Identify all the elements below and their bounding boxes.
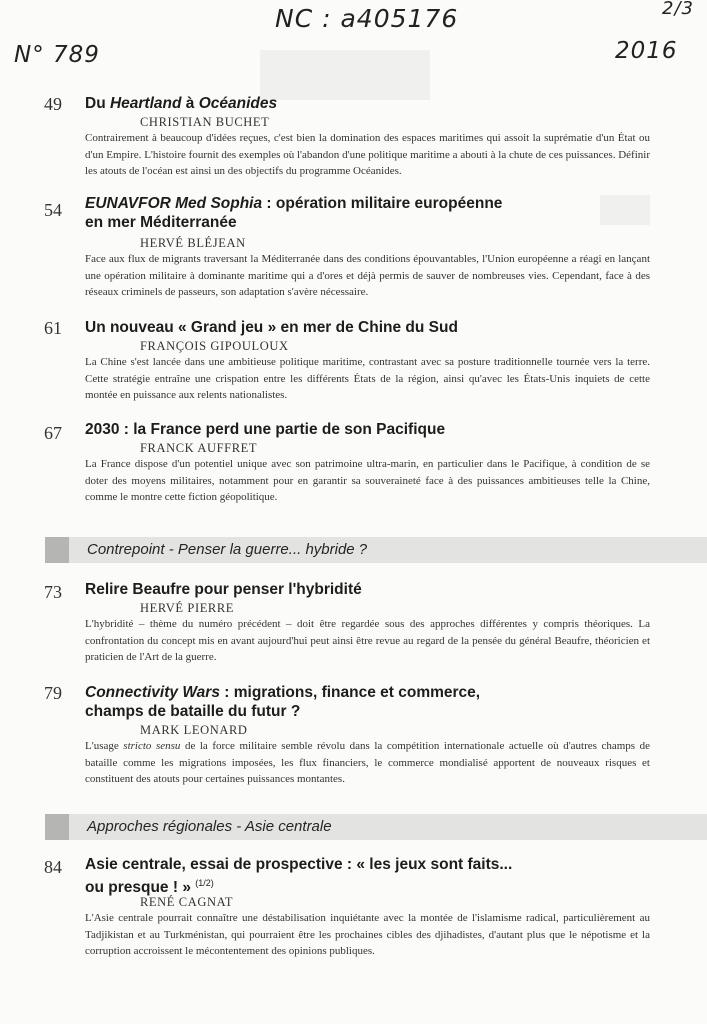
article-author: MARK LEONARD	[140, 723, 248, 737]
article-title: Relire Beaufre pour penser l'hybridité	[85, 581, 362, 598]
article-author: HERVÉ PIERRE	[140, 601, 235, 615]
article-title: Connectivity Wars : migrations, finance et commerce, champs de bataille du futur ?	[85, 684, 481, 720]
article-title: EUNAVFOR Med Sophia : opération militaire européenne en mer Méditerranée	[85, 195, 503, 231]
section-title: Approches régionales - Asie centrale	[87, 818, 332, 835]
page-number: 49	[44, 94, 62, 114]
article-author: FRANCK AUFFRET	[140, 441, 258, 455]
article-author: CHRISTIAN BUCHET	[140, 115, 270, 129]
section-header	[45, 537, 707, 563]
article-abstract: L'usage stricto sensu de la force militaire semble révolu dans la compétition internationale actuelle où d'autres champs de bataille comme les migrations imposées, les flux financiers, le commerce mondialisé apportent de nouveaux risques et constituent des atouts pour certaines puissances montantes.	[85, 740, 651, 786]
page-number: 61	[44, 318, 62, 338]
section-marker	[45, 537, 69, 563]
section-title: Contrepoint - Penser la guerre... hybride ?	[87, 541, 368, 558]
article-abstract: La France dispose d'un potentiel unique avec son patrimoine ultra-marin, en particulier dans le Pacifique, à condition de se doter des moyens militaires, notamment pour en garantir sa souveraineté face à des puissances ambitieuses telle la Chine, comme le montre cette fiction géopolitique.	[85, 458, 650, 504]
page-number: 84	[44, 857, 62, 877]
article-title: 2030 : la France perd une partie de son Pacifique	[85, 421, 446, 438]
handwritten-page-marker: 2/3	[662, 0, 694, 19]
article-abstract: La Chine s'est lancée dans une ambitieuse politique maritime, contrastant avec sa posture traditionnelle tournée vers la terre. Cette stratégie entraîne une crispation entre les différents États de la région, ainsi qu'avec les États-Unis inquiets de cette montée en puissance aux relents nationalistes.	[85, 356, 650, 402]
article-title: Un nouveau « Grand jeu » en mer de Chine du Sud	[85, 319, 458, 336]
article-author: RENÉ CAGNAT	[140, 895, 234, 909]
page-number: 73	[44, 582, 62, 602]
page-number: 54	[44, 200, 62, 220]
article-author: FRANÇOIS GIPOULOUX	[140, 339, 289, 353]
section-marker	[45, 814, 69, 840]
article-abstract: Contrairement à beaucoup d'idées reçues, c'est bien la domination des espaces maritimes qui assoit la suprématie d'un État ou d'un Empire. L'histoire fournit des exemples où l'abandon d'une politique maritime a abouti à la chute de ces puissances. Définir les atouts de l'océan est ainsi un des objectifs du programme Océanides.	[85, 132, 650, 178]
article-title: Asie centrale, essai de prospective : « les jeux sont faits... ou presque ! » $^{(1/2)}$	[85, 856, 513, 897]
handwritten-issue-number: N° 789	[14, 42, 100, 68]
bleed-through-shadow	[260, 50, 430, 100]
page-number: 79	[44, 683, 62, 703]
article-abstract: L'Asie centrale pourrait connaître une déstabilisation inquiétante avec la montée de l'islamisme radical, particulièrement au Tadjikistan et au Turkménistan, qui pourraient être les prochaines cibles des djihadistes, d'autant plus que le népotisme et la corruption accroissent le mécontentement des opinions publiques.	[85, 912, 650, 958]
page-number: 67	[44, 423, 62, 443]
section-header	[45, 814, 707, 840]
handwritten-nc-number: NC : a405176	[275, 4, 459, 33]
article-abstract: L'hybridité – thème du numéro précédent – doit être regardée sous des approches différentes y compris théoriques. La confrontation du concept mis en avant aujourd'hui peut ainsi être revue au regard de la pensée du général Beaufre, théoricien et praticien de l'Art de la guerre.	[85, 618, 650, 664]
article-title: Du Heartland à Océanides	[85, 95, 278, 112]
article-author: HERVÉ BLÉJEAN	[140, 236, 246, 250]
article-abstract: Face aux flux de migrants traversant la Méditerranée dans des conditions épouvantables, l'Union européenne a réagi en lançant une opération militaire à dominante maritime qui a d'ores et déjà permis de sauver de nombreuses vies. Cependant, face à des réseaux criminels de passeurs, son adaptation s'avère nécessaire.	[85, 253, 650, 299]
handwritten-year: 2016	[615, 38, 678, 64]
